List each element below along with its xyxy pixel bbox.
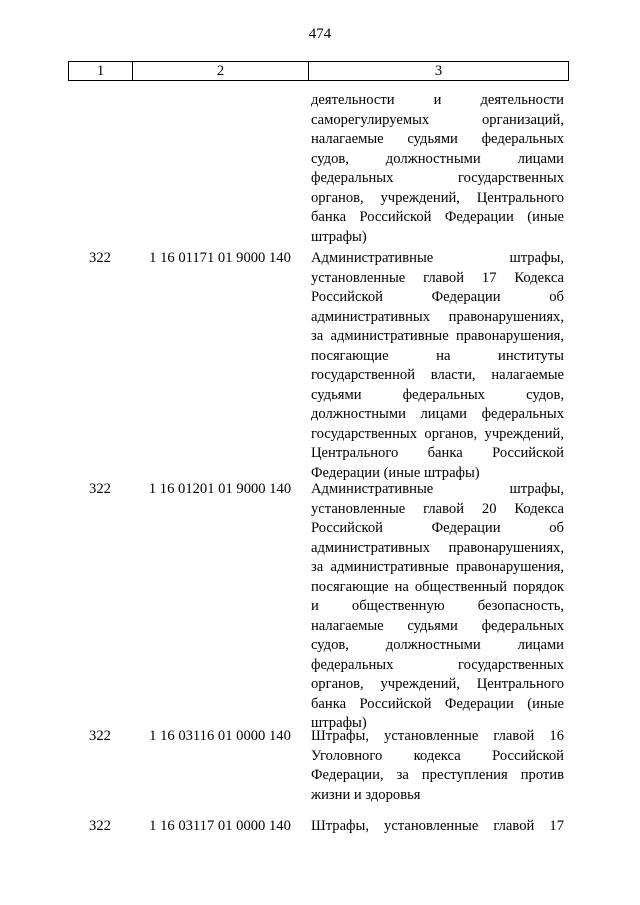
admin-code-cell: 322 <box>89 250 111 266</box>
description-line: за административные правонарушения, <box>311 559 564 575</box>
description-line: органов, учреждений, Центрального <box>311 676 564 692</box>
description-line: за административные правонарушения, <box>311 328 564 344</box>
description-line: судов, должностными лицами <box>311 637 564 653</box>
description-cell <box>311 249 564 483</box>
description-line: посягающие на институты <box>311 347 564 364</box>
description-cell <box>311 817 564 837</box>
description-line: должностными лицами федеральных <box>311 406 564 422</box>
budget-code-cell: 1 16 03116 01 0000 140 <box>149 728 291 744</box>
column-header-3: 3 <box>309 62 569 81</box>
description-line: жизни и здоровья <box>311 786 421 803</box>
description-line: федеральных государственных <box>311 656 564 673</box>
description-line: Административные штрафы, <box>311 250 564 266</box>
column-header-table <box>68 61 569 81</box>
column-header-row <box>69 62 569 81</box>
description-line: штрафы) <box>311 228 367 245</box>
description-line: федеральных государственных <box>311 170 564 186</box>
description-line: посягающие на общественный порядок <box>311 578 564 595</box>
budget-code-cell: 1 16 01171 01 9000 140 <box>149 250 291 266</box>
description-line: Административные штрафы, <box>311 481 564 497</box>
description-line: Федерации (иные штрафы) <box>311 464 480 481</box>
description-line: штрафы) <box>311 715 367 731</box>
description-line: установленные главой 20 Кодекса <box>311 500 564 517</box>
admin-code-cell: 322 <box>89 818 111 834</box>
description-line: судов, должностными лицами <box>311 150 564 167</box>
description-line: налагаемые судьями федеральных <box>311 617 564 634</box>
description-line: банка Российской Федерации (иные <box>311 209 564 225</box>
description-cell <box>311 727 564 805</box>
admin-code-cell: 322 <box>89 728 111 744</box>
description-line: судьями федеральных судов, <box>311 386 564 403</box>
description-line: Уголовного кодекса Российской <box>311 747 564 764</box>
description-line: и общественную безопасность, <box>311 598 564 614</box>
admin-code-cell: 322 <box>89 481 111 497</box>
page-number: 474 <box>308 26 332 42</box>
description-line: государственной власти, налагаемые <box>311 367 564 383</box>
column-header-1: 1 <box>69 62 133 81</box>
description-cell <box>311 480 564 734</box>
description-line: Российской Федерации об <box>311 289 564 305</box>
description-line: государственных органов, учреждений, <box>311 425 564 442</box>
description-line: саморегулируемых организаций, <box>311 111 564 128</box>
description-line: Штрафы, установленные главой 17 <box>311 818 564 834</box>
description-line: Российской Федерации об <box>311 520 564 536</box>
column-header-2: 2 <box>133 62 309 81</box>
description-line: административных правонарушениях, <box>311 539 564 556</box>
description-line: деятельности и деятельности <box>311 92 564 108</box>
description-line: банка Российской Федерации (иные <box>311 695 564 712</box>
description-line: налагаемые судьями федеральных <box>311 131 564 147</box>
description-line: установленные главой 17 Кодекса <box>311 269 564 286</box>
description-line: Федерации, за преступления против <box>311 767 564 783</box>
description-line: административных правонарушениях, <box>311 308 564 325</box>
description-line: органов, учреждений, Центрального <box>311 189 564 206</box>
budget-code-cell: 1 16 03117 01 0000 140 <box>149 818 291 834</box>
description-line: Штрафы, установленные главой 16 <box>311 728 564 744</box>
description-line: Центрального банка Российской <box>311 445 564 461</box>
description-cell <box>311 91 564 247</box>
budget-code-cell: 1 16 01201 01 9000 140 <box>148 481 292 497</box>
